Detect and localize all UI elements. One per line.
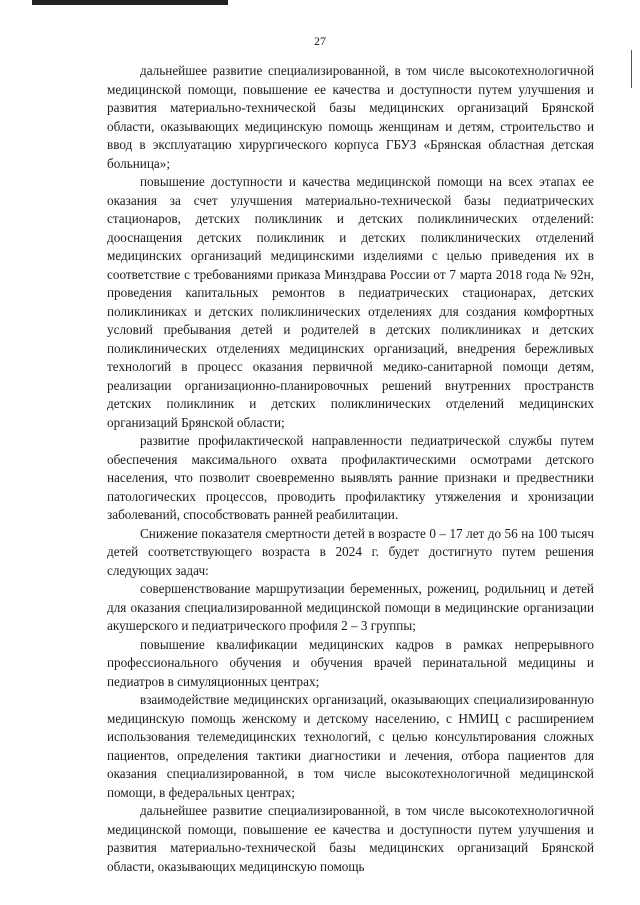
scan-edge-mark <box>631 50 632 88</box>
paragraph-mortality-reduction: Снижение показателя смертности детей в возрасте 0 – 17 лет до 56 на 100 тысяч детей соответствующего возраста в 2024 г. будет достигнуто путем решения следующих задач: <box>107 525 594 578</box>
scan-top-rule <box>32 0 228 5</box>
paragraph-development-repeat: дальнейшее развитие специализированной, в том числе высокотехнологичной медицинской помощи, повышение ее качества и доступности путем улучшения и развития материально-технической базы медицинских организаций Брянской области, оказывающих медицинскую помощь <box>107 803 594 874</box>
paragraph-preventive-focus: развитие профилактической направленности педиатрической службы путем обеспечения максимального охвата профилактическими осмотрами детского населения, что позволит своевременно выявлять ранние признаки и предвестники патологических процессов, проводить профилактику утяжеления и хронизации заболеваний, способствовать ранней реабилитации. <box>107 433 594 522</box>
paragraph-routing-improvement: совершенствование маршрутизации беременных, рожениц, родильниц и детей для оказания специализированной медицинской помощи в медицинские организации акушерского и педиатрического профиля 2 – 3 группы; <box>107 581 594 633</box>
paragraph-staff-qualification: повышение квалификации медицинских кадров в рамках непрерывного профессионального обучения и обучения врачей перинатальной медицины и педиатров в симуляционных центрах; <box>107 636 594 689</box>
paragraph-nmic-interaction: взаимодействие медицинских организаций, оказывающих специализированную медицинскую помощь женскому и детскому населению, с НМИЦ с расширением использования телемедицинских технологий, с целью консультирования сложных пациентов, определения тактики диагностики и лечения, отбора пациентов для оказания специализированной, в том числе высокотехнологичной медицинской помощи, в федеральных центрах; <box>107 692 594 800</box>
document-body <box>107 62 594 876</box>
paragraph-development-specialized-care: дальнейшее развитие специализированной, в том числе высокотехнологичной медицинской помощи, повышение ее качества и доступности путем улучшения и развития материально-технической базы медицинских организаций Брянской области, оказывающих медицинскую помощь женщинам и детям, строительство и ввод в эксплуатацию хирургического корпуса ГБУЗ «Брянская областная детская больница»; <box>107 63 594 171</box>
page-number: 27 <box>314 34 326 48</box>
paragraph-accessibility-quality: повышение доступности и качества медицинской помощи на всех этапах ее оказания за счет улучшения материально-технической базы педиатрических стационаров, детских поликлиник и детских поликлинических отделений: дооснащения детских поликлиник и детских поликлинических отделений медицинских организаций медицинскими изделиями с целью приведения их в соответствие с требованиями приказа Минздрава России от 7 марта 2018 года № 92н, проведения капитальных ремонтов в педиатрических стационарах, детских поликлиниках и детских поликлинических отделениях для создания комфортных условий пребывания детей и родителей в детских поликлиниках и детских поликлинических отделениях медицинских организаций, внедрения бережливых технологий в процесс оказания первичной медико-санитарной помощи детям, реализации организационно-планировочных решений внутренних пространств детских поликлиник и детских поликлинических отделений медицинских организаций Брянской области; <box>107 174 594 430</box>
